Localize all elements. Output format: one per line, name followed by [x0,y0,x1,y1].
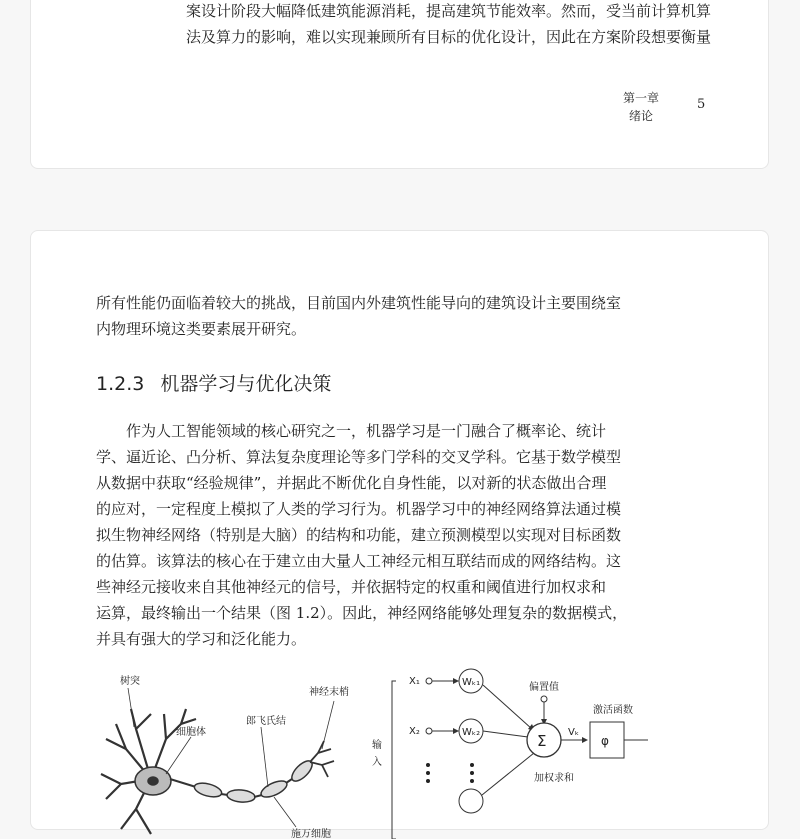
running-head-title: 绪论 [628,109,653,123]
label-x2: X₂ [409,726,420,737]
paragraph-line: 作为人工智能领域的核心研究之一，机器学习是一门融合了概率论、统计 [126,422,607,440]
label-input-2: 入 [372,757,382,768]
figure-neuron [96,669,656,839]
input-node-x2 [426,728,432,734]
section-number: 1.2.3 [96,373,145,395]
weight-node-n [459,789,483,813]
paragraph-line: 的应对，一定程度上模拟了人类的学习行为。机器学习中的神经网络算法通过模 [96,500,622,518]
label-bias: 偏置值 [529,682,559,693]
page-card-previous [30,0,769,169]
sum-symbol: Σ [537,732,547,750]
label-schwann: 施万细胞 [291,829,331,839]
running-head-chapter: 第一章 [622,91,659,105]
label-vk: Vₖ [568,727,580,738]
figure-svg [96,669,656,839]
section-heading [96,369,331,396]
input-node-x1 [426,678,432,684]
body-text-line: 法及算力的影响，难以实现兼顾所有目标的优化设计，因此在方案阶段想要衡量 [186,28,712,46]
body-text-line: 案设计阶段大幅降低建筑能源消耗，提高建筑节能效率。然而，受当前计算机算 [186,2,712,20]
body-text-line: 所有性能仍面临着较大的挑战，目前国内外建筑性能导向的建筑设计主要围绕室 [96,294,622,312]
label-input-1: 输 [372,740,382,751]
activation-phi: φ [601,734,609,748]
label-dendrite: 树突 [120,676,140,687]
label-w1: Wₖ₁ [462,677,481,688]
page-card-current [30,230,769,839]
page-number: 5 [697,97,706,112]
neuron-illustration [101,709,334,834]
body-text-line: 内物理环境这类要素展开研究。 [96,320,307,338]
label-x1: X₁ [409,676,420,687]
label-ranvier: 郎飞氏结 [246,716,286,727]
paragraph-line: 运算，最终输出一个结果（图 1.2）。因此，神经网络能够处理复杂的数据模式， [96,604,628,622]
label-soma: 细胞体 [176,727,206,738]
bias-node [541,696,547,702]
section-title: 机器学习与优化决策 [160,373,332,395]
edges-to-sum [482,685,534,795]
label-activation: 激活函数 [593,705,633,716]
label-axon-terminal: 神经末梢 [309,687,349,698]
paragraph-line: 并具有强大的学习和泛化能力。 [96,630,307,648]
paragraph-line: 拟生物神经网络（特别是大脑）的结构和功能，建立预测模型以实现对目标函数 [96,526,622,544]
paragraph-line: 些神经元接收来自其他神经元的信号，并依据特定的权重和阈值进行加权求和 [96,578,607,596]
label-w2: Wₖ₂ [462,727,481,738]
ellipsis-dots [426,763,474,783]
paragraph-line: 学、逼近论、凸分析、算法复杂度理论等多门学科的交叉学科。它基于数学模型 [96,448,622,466]
paragraph-line: 的估算。该算法的核心在于建立由大量人工神经元相互联结而成的网络结构。这 [96,552,622,570]
running-head [611,89,671,125]
paragraph [96,418,628,652]
paragraph-line: 从数据中获取“经验规律”，并据此不断优化自身性能，以对新的状态做出合理 [96,474,607,492]
label-weighted-sum: 加权求和 [534,773,574,784]
input-bracket [392,681,396,839]
